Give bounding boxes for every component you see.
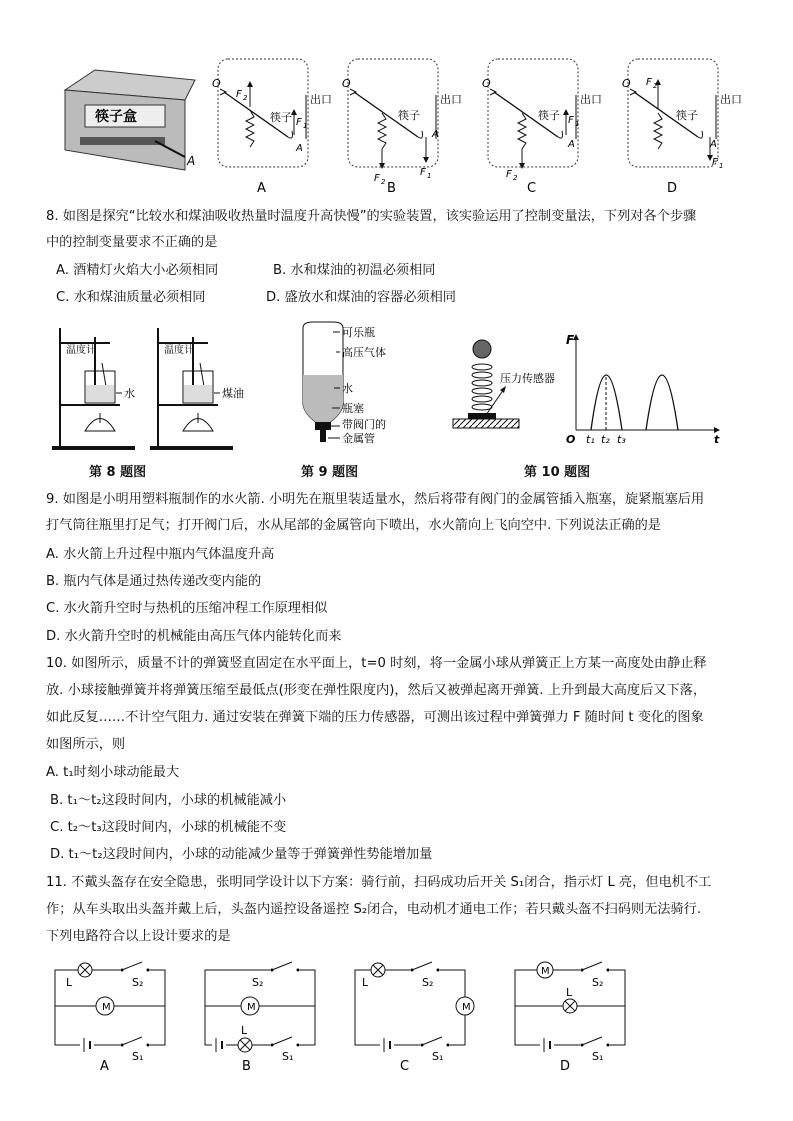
svg-text:筷子: 筷子	[538, 109, 560, 122]
q10-option-d: D. t₁～t₂这段时间内，小球的动能减少量等于弹簧弹性势能增加量	[50, 847, 433, 862]
svg-text:L: L	[362, 976, 369, 989]
svg-text:F: F	[506, 169, 512, 180]
svg-text:L: L	[66, 976, 73, 989]
q10-option-c: C. t₂～t₃这段时间内，小球的机械能不变	[50, 820, 287, 835]
svg-text:F: F	[712, 157, 718, 168]
q9-option-d: D. 水火箭升空时的机械能由高压气体内能转化而来	[46, 629, 342, 644]
fig9-caption: 第 9 题图	[301, 465, 359, 480]
q9-option-b: B. 瓶内气体是通过热传递改变内能的	[46, 574, 262, 589]
svg-text:金属管: 金属管	[342, 432, 375, 445]
svg-text:煤油: 煤油	[222, 387, 244, 400]
svg-text:O: O	[566, 433, 576, 446]
q8-option-a: A. 酒精灯火焰大小必须相同	[56, 263, 219, 278]
fig8-caption: 第 8 题图	[89, 465, 147, 480]
svg-text:S₁: S₁	[282, 1050, 294, 1063]
q9-option-a: A. 水火箭上升过程中瓶内气体温度升高	[46, 547, 275, 562]
svg-text:瓶塞: 瓶塞	[342, 402, 364, 415]
q7-panel-a	[210, 55, 340, 195]
svg-text:2: 2	[243, 94, 248, 102]
svg-text:高压气体: 高压气体	[342, 346, 386, 359]
q8-option-b: B. 水和煤油的初温必须相同	[273, 263, 436, 278]
fig10-spring-sensor	[448, 335, 568, 435]
svg-text:F: F	[296, 117, 302, 128]
q7-figure	[55, 55, 765, 200]
svg-text:A: A	[432, 129, 439, 140]
circuit-letter: D	[560, 1059, 571, 1074]
circuit-letter: C	[400, 1059, 410, 1074]
q10-stem-line-3: 如此反复……不计空气阻力. 通过安装在弹簧下端的压力传感器，可测出该过程中弹簧弹力 F 随时间 t 变化的图象	[46, 710, 704, 725]
svg-text:可乐瓶: 可乐瓶	[342, 326, 375, 339]
fig9-water-rocket	[298, 320, 438, 450]
panel-letter: D	[667, 181, 678, 196]
q8-option-d: D. 盛放水和煤油的容器必须相同	[266, 290, 456, 305]
svg-text:出口: 出口	[440, 93, 462, 106]
fig10-caption: 第 10 题图	[524, 465, 591, 480]
panel-letter: A	[257, 181, 266, 196]
q11-stem-line-3: 下列电路符合以上设计要求的是	[46, 929, 231, 944]
svg-text:S₂: S₂	[132, 976, 144, 989]
svg-text:O: O	[342, 77, 351, 90]
svg-text:M: M	[247, 1002, 256, 1013]
svg-text:M: M	[102, 1002, 111, 1013]
circuit-letter: A	[100, 1059, 109, 1074]
svg-text:筷子: 筷子	[398, 109, 420, 122]
svg-text:O: O	[482, 77, 491, 90]
q11-circuit-b	[200, 958, 330, 1073]
q10-stem-line-4: 如图所示，则	[46, 737, 126, 752]
box-label: 筷子盒	[95, 109, 137, 125]
svg-text:筷子: 筷子	[676, 109, 698, 122]
svg-text:1: 1	[719, 162, 724, 170]
svg-text:M: M	[462, 1002, 471, 1013]
svg-text:温度计: 温度计	[66, 345, 96, 356]
q10-stem-line-1: 10. 如图所示，质量不计的弹簧竖直固定在水平面上，t=0 时刻，将一金属小球从弹簧正上方某一高度处由静止释	[46, 656, 707, 671]
circuit-letter: B	[242, 1059, 251, 1074]
q11-circuit-d	[510, 958, 640, 1073]
svg-text:水: 水	[124, 387, 135, 400]
svg-text:A: A	[296, 143, 303, 154]
svg-text:出口: 出口	[720, 93, 742, 106]
q11-circuit-a	[50, 958, 180, 1073]
q10-option-a: A. t₁时刻小球动能最大	[46, 765, 180, 780]
svg-text:t₂: t₂	[601, 433, 610, 446]
svg-text:压力传感器: 压力传感器	[500, 372, 555, 385]
svg-text:L: L	[566, 986, 573, 999]
svg-text:1: 1	[303, 122, 308, 130]
fig10-force-time-graph	[566, 330, 726, 450]
svg-text:出口: 出口	[580, 93, 602, 106]
svg-text:2: 2	[653, 82, 658, 90]
svg-text:S₁: S₁	[592, 1050, 604, 1063]
svg-text:1: 1	[575, 120, 580, 128]
svg-text:M: M	[541, 966, 550, 977]
q8-stem-line-2: 中的控制变量要求不正确的是	[46, 235, 218, 250]
svg-text:筷子: 筷子	[270, 111, 292, 124]
svg-text:F: F	[374, 173, 380, 184]
svg-text:2: 2	[513, 174, 518, 182]
q11-stem-line-1: 11. 不戴头盔存在安全隐患，张明同学设计以下方案：骑行前，扫码成功后开关 S₁闭合，指示灯 L 亮，但电机不工	[46, 875, 712, 890]
q10-option-b: B. t₁～t₂这段时间内，小球的机械能减小	[50, 793, 287, 808]
q10-stem-line-2: 放. 小球接触弹簧并将弹簧压缩至最低点(形变在弹性限度内)，然后又被弹起离开弹簧. 上升到最大高度后又下落，	[46, 683, 707, 698]
svg-text:A: A	[710, 139, 717, 150]
box-point-a: A	[187, 154, 196, 168]
svg-text:F: F	[420, 167, 426, 178]
q7-panel-c	[480, 55, 610, 195]
svg-text:水: 水	[342, 382, 353, 395]
svg-text:F: F	[236, 89, 242, 100]
svg-text:t: t	[714, 433, 720, 446]
svg-text:O: O	[212, 77, 221, 90]
svg-text:L: L	[241, 1024, 248, 1037]
svg-text:S₂: S₂	[422, 976, 434, 989]
svg-text:S₂: S₂	[592, 976, 604, 989]
fig8-apparatus	[50, 323, 270, 453]
svg-text:出口: 出口	[310, 93, 332, 106]
svg-text:S₂: S₂	[252, 976, 264, 989]
q11-circuit-c	[350, 958, 480, 1073]
svg-text:O: O	[622, 77, 631, 90]
svg-text:t₃: t₃	[617, 433, 626, 446]
q8-stem-line-1: 8. 如图是探究“比较水和煤油吸收热量时温度升高快慢”的实验装置，该实验运用了控制变量法，下列对各个步骤	[46, 209, 697, 224]
q7-panel-d	[620, 55, 750, 195]
svg-text:F: F	[646, 77, 652, 88]
svg-text:2: 2	[381, 178, 386, 186]
q8-option-c: C. 水和煤油质量必须相同	[56, 290, 206, 305]
svg-text:带阀门的: 带阀门的	[342, 418, 386, 431]
panel-letter: B	[387, 181, 396, 196]
svg-text:1: 1	[427, 172, 432, 180]
q9-stem-line-2: 打气筒往瓶里打足气；打开阀门后，水从尾部的金属管向下喷出，水火箭向上飞向空中. 下列说法正确的是	[46, 518, 662, 533]
q11-stem-line-2: 作；从车头取出头盔并戴上后，头盔内遥控设备遥控 S₂闭合，电动机才通电工作；若只戴头盔不扫码则无法骑行.	[46, 902, 702, 917]
svg-text:A: A	[568, 139, 575, 150]
svg-text:F: F	[568, 115, 574, 126]
panel-letter: C	[527, 181, 537, 196]
svg-text:温度计: 温度计	[164, 345, 194, 356]
q9-option-c: C. 水火箭升空时与热机的压缩冲程工作原理相似	[46, 601, 328, 616]
chopstick-box-illustration	[55, 65, 205, 175]
svg-text:t₁: t₁	[586, 433, 595, 446]
svg-text:F: F	[566, 333, 575, 347]
svg-text:S₁: S₁	[132, 1050, 144, 1063]
svg-text:S₁: S₁	[432, 1050, 444, 1063]
q7-panel-b	[340, 55, 470, 195]
q9-stem-line-1: 9. 如图是小明用塑料瓶制作的水火箭. 小明先在瓶里装适量水，然后将带有阀门的金属管插入瓶塞，旋紧瓶塞后用	[46, 492, 705, 507]
